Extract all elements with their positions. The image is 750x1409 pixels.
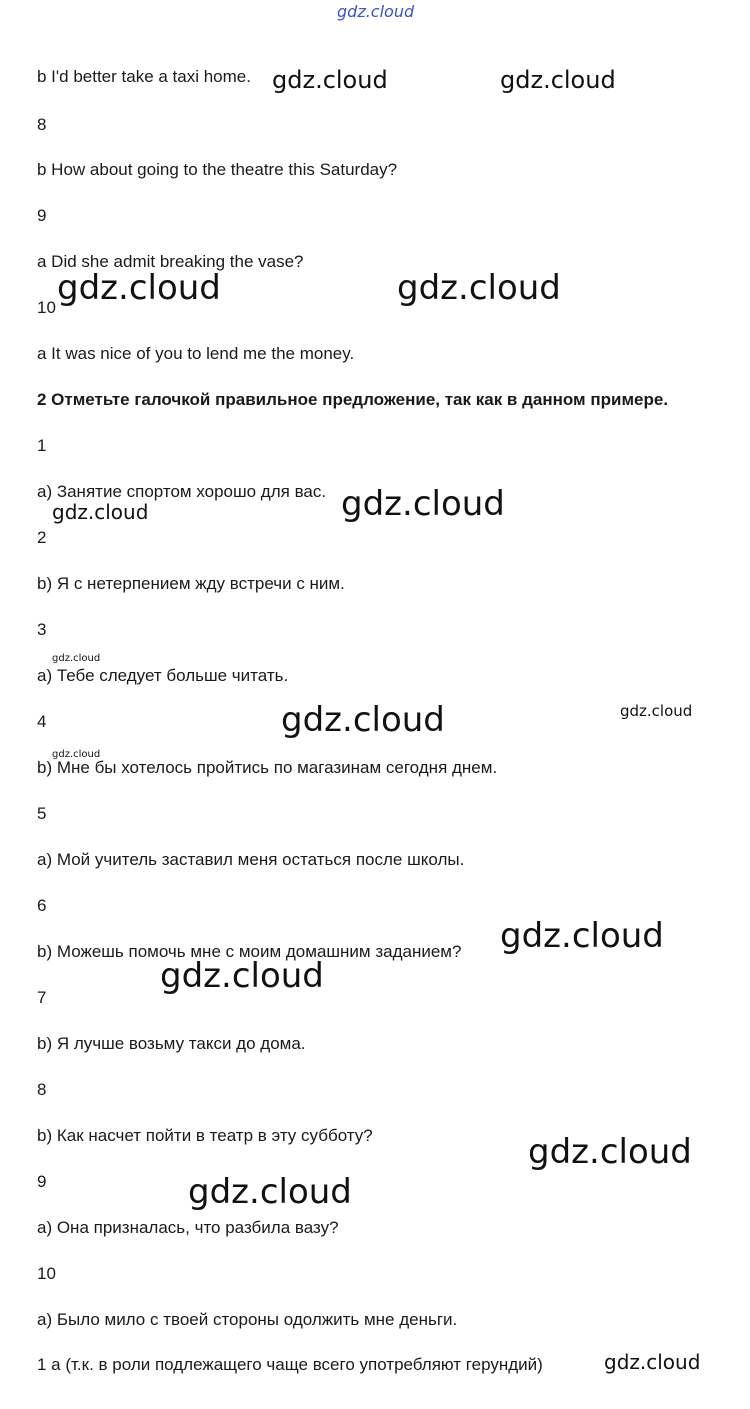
item-number: 4 (37, 712, 47, 731)
item-number: 3 (37, 620, 47, 639)
watermark: gdz.cloud (337, 2, 415, 21)
answer-line: a) Тебе следует больше читать. (37, 666, 289, 685)
watermark: gdz.cloud (500, 66, 616, 94)
answer-line: a Did she admit breaking the vase? (37, 252, 304, 271)
item-number: 5 (37, 804, 47, 823)
watermark: gdz.cloud (188, 1172, 352, 1212)
watermark: gdz.cloud (341, 484, 505, 524)
watermark: gdz.cloud (52, 653, 101, 664)
answer-line: b I'd better take a taxi home. (37, 67, 251, 86)
watermark: gdz.cloud (500, 916, 664, 956)
item-number: 1 (37, 436, 47, 455)
answer-line: a) Она призналась, что разбила вазу? (37, 1218, 339, 1237)
item-number: 10 (37, 1264, 56, 1283)
answer-line: a) Занятие спортом хорошо для вас. (37, 482, 327, 501)
watermark: gdz.cloud (57, 268, 221, 308)
watermark: gdz.cloud (528, 1132, 692, 1172)
watermark: gdz.cloud (52, 500, 149, 524)
item-number: 7 (37, 988, 47, 1007)
answer-line: b) Как насчет пойти в театр в эту субботу? (37, 1126, 373, 1145)
watermark: gdz.cloud (604, 1350, 701, 1374)
answer-line: b) Я лучше возьму такси до дома. (37, 1034, 306, 1053)
watermark: gdz.cloud (281, 700, 445, 740)
section-heading: 2 Отметьте галочкой правильное предложение, так как в данном примере. (37, 390, 669, 409)
item-number: 9 (37, 206, 47, 225)
watermark: gdz.cloud (397, 268, 561, 308)
item-number: 8 (37, 115, 47, 134)
item-number: 10 (37, 298, 56, 317)
answer-line: b How about going to the theatre this Saturday? (37, 160, 398, 179)
answer-line: a) Мой учитель заставил меня остаться после школы. (37, 850, 465, 869)
answer-line: b) Я с нетерпением жду встречи с ним. (37, 574, 345, 593)
answer-line: a It was nice of you to lend me the money. (37, 344, 355, 363)
item-number: 8 (37, 1080, 47, 1099)
watermark: gdz.cloud (160, 956, 324, 996)
answer-line: b) Можешь помочь мне с моим домашним заданием? (37, 942, 462, 961)
watermark: gdz.cloud (52, 749, 101, 760)
item-number: 2 (37, 528, 47, 547)
item-number: 6 (37, 896, 47, 915)
answer-line: 1 a (т.к. в роли подлежащего чаще всего употребляют герундий) (37, 1355, 543, 1374)
watermark: gdz.cloud (620, 702, 693, 720)
watermark: gdz.cloud (272, 66, 388, 94)
answer-line: b) Мне бы хотелось пройтись по магазинам сегодня днем. (37, 758, 498, 777)
answer-line: a) Было мило с твоей стороны одолжить мне деньги. (37, 1310, 458, 1329)
item-number: 9 (37, 1172, 47, 1191)
